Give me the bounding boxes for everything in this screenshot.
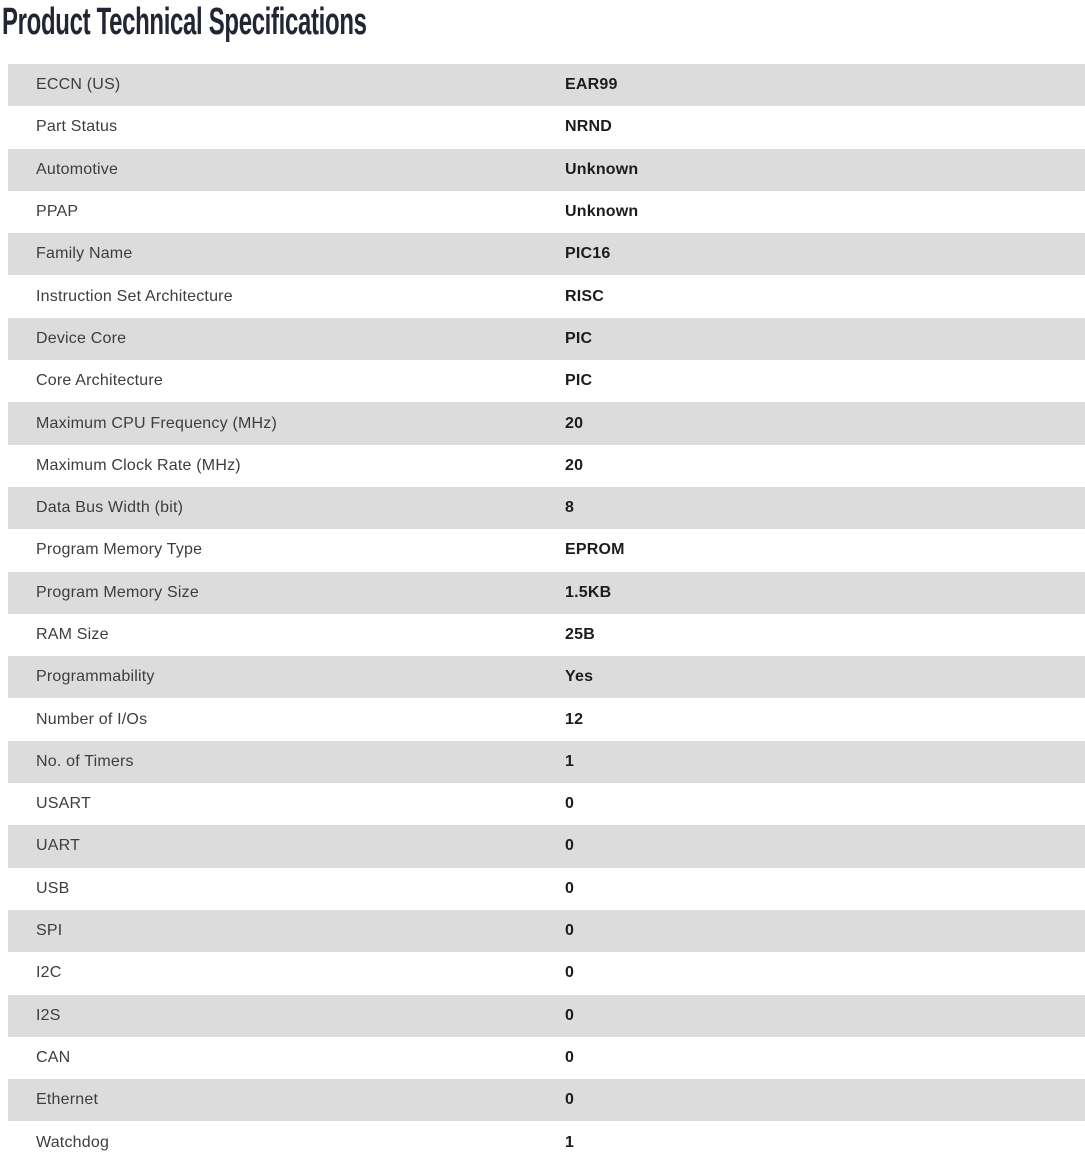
spec-label: Number of I/Os: [36, 710, 148, 728]
spec-value: PIC: [565, 329, 593, 347]
spec-value: 25B: [565, 626, 595, 643]
spec-row: [8, 445, 1085, 487]
spec-value: 0: [565, 837, 575, 855]
spec-row: [8, 572, 1085, 614]
spec-label: Data Bus Width (bit): [36, 499, 184, 517]
page-title-text: Product Technical Specifications: [2, 1, 367, 43]
spec-row: [8, 741, 1085, 783]
spec-row: [8, 402, 1085, 444]
spec-value: PIC: [565, 372, 593, 390]
spec-value: EAR99: [565, 76, 618, 94]
spec-label: Program Memory Size: [36, 583, 199, 601]
spec-label: Device Core: [36, 329, 127, 347]
spec-label: ECCN (US): [36, 76, 121, 94]
spec-row: [8, 191, 1085, 233]
spec-row: [8, 360, 1085, 402]
spec-row: [8, 868, 1085, 910]
spec-value: Yes: [565, 668, 594, 686]
spec-value: 0: [565, 922, 575, 940]
spec-label: Programmability: [36, 668, 155, 686]
spec-value: EPROM: [565, 541, 625, 559]
spec-value: Unknown: [565, 203, 639, 221]
spec-label: Watchdog: [36, 1133, 110, 1151]
spec-value: RISC: [565, 287, 605, 305]
spec-row: [8, 233, 1085, 275]
spec-row: [8, 318, 1085, 360]
spec-label: Core Architecture: [36, 372, 164, 390]
spec-row: [8, 149, 1085, 191]
spec-value: 0: [565, 1091, 575, 1109]
spec-label: Part Status: [36, 118, 118, 136]
page-title: [0, 0, 1085, 41]
spec-value: 1.5KB: [565, 583, 612, 601]
spec-value: 0: [565, 795, 575, 813]
spec-label: No. of Timers: [36, 752, 134, 770]
spec-label: RAM Size: [36, 626, 109, 643]
spec-value: Unknown: [565, 160, 639, 178]
spec-label: SPI: [36, 922, 63, 940]
spec-value: 0: [565, 964, 575, 982]
spec-row: [8, 614, 1085, 656]
spec-value: 20: [565, 414, 584, 432]
spec-row: [8, 1121, 1085, 1163]
spec-value: 8: [565, 499, 575, 517]
spec-label: I2C: [36, 964, 62, 982]
spec-value: 12: [565, 710, 584, 728]
spec-label: Maximum CPU Frequency (MHz): [36, 414, 277, 432]
spec-label: Instruction Set Architecture: [36, 287, 233, 305]
spec-label: USART: [36, 795, 91, 813]
spec-row: [8, 952, 1085, 994]
spec-table: [0, 64, 1085, 1164]
spec-row: [8, 106, 1085, 148]
spec-value: PIC16: [565, 245, 611, 263]
spec-label: Family Name: [36, 245, 133, 263]
spec-label: PPAP: [36, 203, 79, 221]
spec-row: [8, 275, 1085, 317]
spec-row: [8, 910, 1085, 952]
spec-row: [8, 487, 1085, 529]
spec-label: I2S: [36, 1006, 61, 1024]
spec-row: [8, 825, 1085, 867]
spec-label: UART: [36, 837, 81, 855]
spec-value: 0: [565, 879, 575, 897]
spec-label: Maximum Clock Rate (MHz): [36, 456, 241, 474]
spec-row: [8, 529, 1085, 571]
spec-row: [8, 1079, 1085, 1121]
spec-value: 0: [565, 1006, 575, 1024]
spec-label: Automotive: [36, 160, 119, 178]
spec-row: [8, 783, 1085, 825]
spec-row: [8, 64, 1085, 106]
spec-row: [8, 698, 1085, 740]
spec-label: USB: [36, 879, 70, 897]
spec-value: 1: [565, 1133, 575, 1151]
spec-label: Program Memory Type: [36, 541, 203, 559]
spec-row: [8, 656, 1085, 698]
spec-label: Ethernet: [36, 1091, 99, 1109]
spec-row: [8, 1037, 1085, 1079]
spec-label: CAN: [36, 1048, 71, 1066]
spec-value: 0: [565, 1048, 575, 1066]
spec-value: 1: [565, 752, 575, 770]
spec-value: NRND: [565, 118, 613, 136]
spec-row: [8, 995, 1085, 1037]
spec-value: 20: [565, 456, 584, 474]
